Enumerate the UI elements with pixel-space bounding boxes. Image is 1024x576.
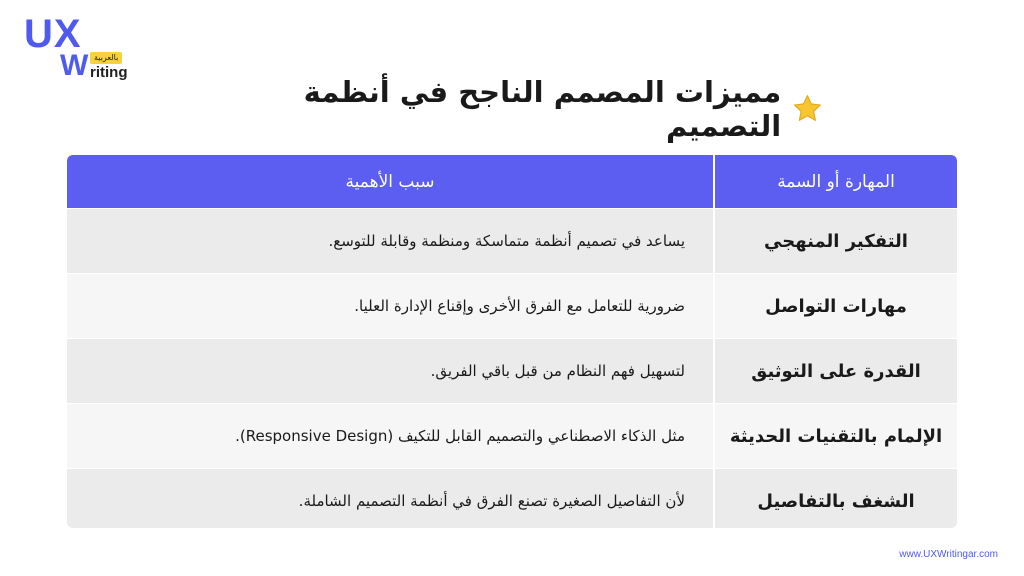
logo-w: W	[60, 49, 89, 82]
skill-cell: الإلمام بالتقنيات الحديثة	[713, 404, 957, 468]
skills-table	[67, 155, 957, 528]
reason-cell: ضرورية للتعامل مع الفرق الأخرى وإقناع الإدارة العليا.	[354, 297, 685, 315]
skill-cell: الشغف بالتفاصيل	[713, 469, 957, 528]
reason-cell: يساعد في تصميم أنظمة متماسكة ومنظمة وقابلة للتوسع.	[328, 232, 685, 250]
skill-cell: القدرة على التوثيق	[713, 339, 957, 403]
reason-cell: لتسهيل فهم النظام من قبل باقي الفريق.	[430, 362, 685, 380]
brand-logo	[24, 14, 134, 84]
skill-cell: التفكير المنهجي	[713, 209, 957, 273]
page-title: مميزات المصمم الناجح في أنظمة التصميم	[303, 75, 782, 143]
reason-cell: لأن التفاصيل الصغيرة تصنع الفرق في أنظمة التصميم الشاملة.	[298, 492, 685, 510]
table-row	[67, 208, 957, 273]
table-row	[67, 338, 957, 403]
table-row	[67, 468, 957, 528]
logo-riting: riting	[90, 64, 128, 81]
star-icon	[791, 92, 824, 126]
header-reason: سبب الأهمية	[345, 171, 435, 192]
reason-cell: مثل الذكاء الاصطناعي والتصميم القابل للتكيف (Responsive Design).	[235, 427, 685, 445]
header-skill: المهارة أو السمة	[713, 155, 957, 208]
skill-cell: مهارات التواصل	[713, 274, 957, 338]
table-row	[67, 273, 957, 338]
footer-url-link[interactable]: www.UXWritingar.com	[899, 549, 998, 560]
logo-arabic-tag: بالعربية	[90, 52, 122, 64]
table-row	[67, 403, 957, 468]
logo-ux: UX	[24, 12, 82, 56]
title-row	[200, 75, 824, 143]
table-header-row	[67, 155, 957, 208]
